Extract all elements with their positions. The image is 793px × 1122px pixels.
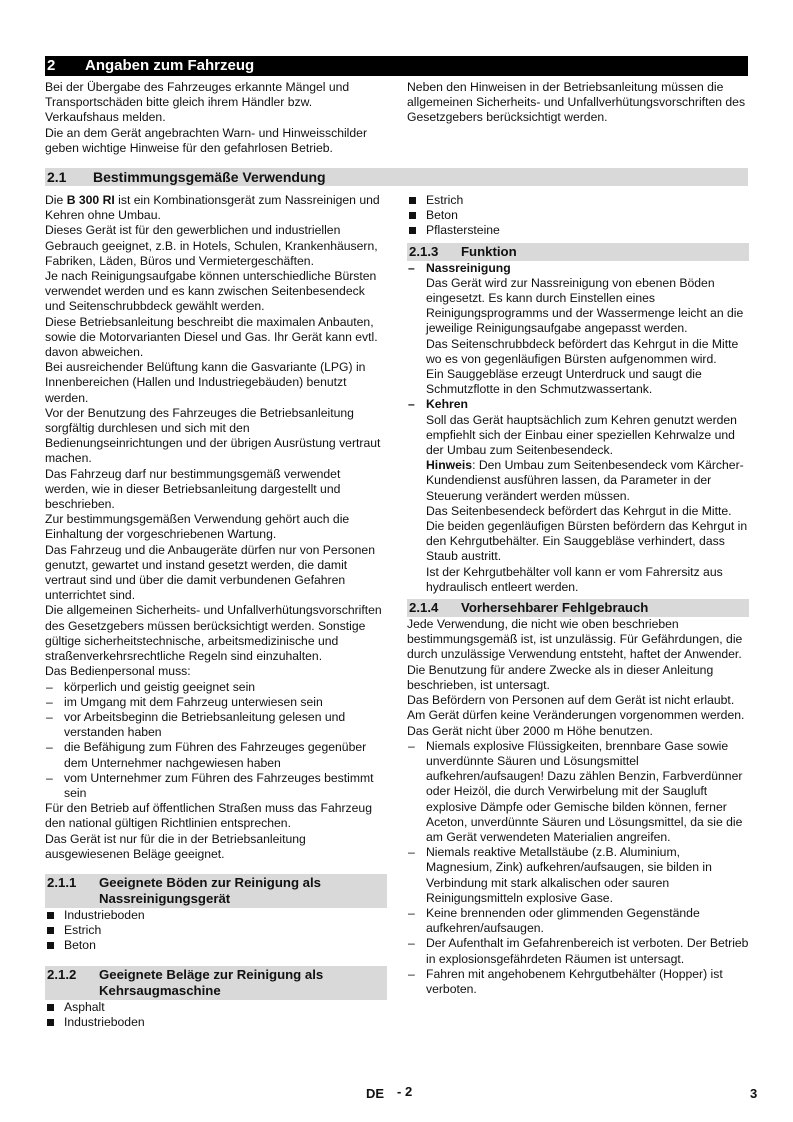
misuse-list — [407, 739, 749, 997]
list-item: – Keine brennenden oder glimmenden Gegenstände aufkehren/aufsaugen. — [407, 906, 749, 936]
list-item: – die Befähigung zum Führen des Fahrzeuges gegenüber dem Unternehmer nachgewiesen haben — [45, 740, 387, 770]
list-item: – Fahren mit angehobenem Kehrgutbehälter (Hopper) ist verboten. — [407, 967, 749, 997]
paragraph: Die allgemeinen Sicherheits- und Unfallverhütungsvorschriften des Gesetzgebers müssen berücksichtigt werden. Sonstige gültige sicherheitstechnische, arbeitsmedizinische und straßenverkehrsrechtliche Regeln sind einzuhalten. — [45, 603, 382, 664]
paragraph: Das Seitenschrubbdeck befördert das Kehrgut in die Mitte wo es von gegenläufigen Bürsten aufgenommen wird. — [426, 336, 739, 366]
surface-types-list — [45, 1000, 387, 1030]
section-2-1-4-title: Vorhersehbarer Fehlgebrauch — [461, 600, 649, 616]
paragraph: Ein Sauggebläse erzeugt Unterdruck und saugt die Schmutzflotte in den Schmutzwassertank. — [426, 367, 702, 397]
paragraph: Das Befördern von Personen auf dem Gerät ist nicht erlaubt. — [407, 693, 735, 708]
section-2-1-title: Bestimmungsgemäße Verwendung — [93, 169, 326, 185]
section-2-number: 2 — [47, 57, 56, 74]
paragraph: Dieses Gerät ist für den gewerblichen und industriellen Gebrauch geeignet, z.B. in Hotels, Schulen, Krankenhäusern, Fabriken, Läden, Büros und Vermietergeschäften. — [45, 223, 378, 268]
section-2-1-1-title: Geeignete Böden zur Reinigung als Nassreinigungsgerät — [99, 874, 322, 906]
paragraph: Vor der Benutzung des Fahrzeuges die Betriebsanleitung sorgfältig durchlesen und sich mit den Bedienungseinrichtungen und der übrigen Ausrüstung vertraut machen. — [45, 405, 381, 466]
list-item: – im Umgang mit dem Fahrzeug unterwiesen sein — [45, 695, 387, 710]
left-column — [45, 193, 387, 1030]
list-item: Pflastersteine — [407, 223, 749, 238]
section-2-1-3-title: Funktion — [461, 243, 517, 259]
paragraph: Ist der Kehrgutbehälter voll kann er vom Fahrersitz aus hydraulisch entleert werden. — [426, 564, 723, 594]
paragraph: Das Fahrzeug darf nur bestimmungsgemäß verwendet werden, wie in dieser Betriebsanleitung dargestellt und beschrieben. — [45, 466, 341, 512]
paragraph: Jede Verwendung, die nicht wie oben beschrieben bestimmungsgemäß ist, ist unzulässig. Für Gefährdungen, die durch unzulässige Verwendung entsteht, haftet der Anwender. — [407, 617, 743, 662]
section-2-left-text — [45, 80, 385, 156]
section-2-1-2-heading — [45, 966, 387, 1000]
section-2-heading — [45, 56, 748, 76]
right-column — [407, 193, 749, 997]
surface-types-list-continued — [407, 193, 749, 239]
hinweis-note: Hinweis: Den Umbau zum Seitenbesendeck vom Kärcher-Kundendienst ausführen lassen, da Parameter in der Steuerung verändert werden müssen. — [426, 458, 744, 503]
paragraph: Das Gerät nicht über 2000 m Höhe benutzen. — [407, 723, 653, 738]
section-2-1-2-title: Geeignete Beläge zur Reinigung als Kehrsaugmaschine — [99, 966, 324, 998]
paragraph: Am Gerät dürfen keine Veränderungen vorgenommen werden. — [407, 708, 745, 723]
list-item: Estrich — [45, 923, 387, 938]
paragraph: Soll das Gerät hauptsächlich zum Kehren genutzt werden empfiehlt sich der Einbau einer speziellen Kehrwalze und der Umbau zum Seitenbesendeck. — [426, 412, 737, 458]
list-item: Industrieboden — [45, 908, 387, 923]
section-2-1-3-number: 2.1.3 — [409, 243, 439, 259]
section-2-1-4-number: 2.1.4 — [409, 600, 439, 616]
paragraph: Das Bedienpersonal muss: — [45, 664, 191, 679]
kehren-heading: – Kehren — [407, 397, 749, 412]
list-item: – körperlich und geistig geeignet sein — [45, 680, 387, 695]
paragraph: Diese Betriebsanleitung beschreibt die maximalen Anbauten, sowie die Motorvarianten Diesel und Gas. Ihr Gerät kann evtl. davon abweichen. — [45, 314, 378, 360]
section-2-right-text — [407, 80, 747, 126]
section-2-title: Angaben zum Fahrzeug — [85, 57, 255, 74]
paragraph: Je nach Reinigungsaufgabe können unterschiedliche Bürsten verwendet werden und es kann zwischen Seitenbesendeck und Seitenschrubbdeck gewählt werden. — [45, 269, 377, 314]
personal-requirements-list — [45, 680, 387, 802]
paragraph: Neben den Hinweisen in der Betriebsanleitung müssen die allgemeinen Sicherheits- und Unfallverhütungsvorschriften des Gesetzgebers berücksichtigt werden. — [407, 80, 746, 125]
list-item: Asphalt — [45, 1000, 387, 1015]
paragraph: Die Benutzung für andere Zwecke als in dieser Anleitung beschrieben, ist untersagt. — [407, 662, 714, 692]
list-item: – Niemals reaktive Metallstäube (z.B. Aluminium, Magnesium, Zink) aufkehren/aufsaugen, sie bilden in Verbindung mit stark alkalischen oder sauren Reinigungsmitteln explosive Gase. — [407, 845, 749, 906]
section-2-1-3-heading — [407, 243, 749, 261]
list-item: – vor Arbeitsbeginn die Betriebsanleitung gelesen und verstanden haben — [45, 710, 387, 740]
list-item: – vom Unternehmer zum Führen des Fahrzeuges bestimmt sein — [45, 771, 387, 801]
footer-page-code: - 2 — [397, 1084, 413, 1099]
section-2-1-4-heading — [407, 599, 749, 617]
list-item: Beton — [45, 938, 387, 953]
paragraph: Das Gerät ist nur für die in der Betriebsanleitung ausgewiesenen Beläge geeignet. — [45, 831, 306, 861]
nassreinigung-heading: – Nassreinigung — [407, 261, 749, 276]
section-2-1-heading — [45, 168, 748, 186]
section-2-1-1-number: 2.1.1 — [47, 874, 77, 890]
hinweis-label: Hinweis — [426, 458, 473, 473]
paragraph: Die an dem Gerät angebrachten Warn- und Hinweisschilder geben wichtige Hinweise für den gefahrlosen Betrieb. — [45, 125, 367, 155]
list-item: – Niemals explosive Flüssigkeiten, brennbare Gase sowie unverdünnte Säuren und Lösungsmittel aufkehren/aufsaugen! Dazu zählen Benzin, Farbverdünner oder Heizöl, die durch Verwirbelung mit der Saugluft explosive Dämpfe oder Gemische bilden können, ferner Aceton, unverdünnte Säuren und Lösungsmittel, da sie die am Gerät verwendeten Materialien angreifen. — [407, 739, 749, 845]
paragraph: Für den Betrieb auf öffentlichen Straßen muss das Fahrzeug den national gültigen Richtlinien entsprechen. — [45, 801, 372, 831]
list-item: Estrich — [407, 193, 749, 208]
paragraph: Das Seitenbesendeck befördert das Kehrgut in die Mitte. Die beiden gegenläufigen Bürsten befördern das Kehrgut in den Kehrgutbehälter. Ein Sauggebläse verhindert, dass Staub austritt. — [426, 503, 748, 564]
model-name: B 300 RI — [66, 193, 115, 207]
paragraph: Das Fahrzeug und die Anbaugeräte dürfen nur von Personen genutzt, gewartet und instand gesetzt werden, die damit vertraut sind und über die damit verbundenen Gefahren unterrichtet sind. — [45, 542, 375, 603]
list-item: – Der Aufenthalt im Gefahrenbereich ist verboten. Der Betrieb in explosionsgefährdeten Räumen ist untersagt. — [407, 936, 749, 966]
footer-language: DE — [366, 1086, 385, 1101]
section-2-1-number: 2.1 — [47, 169, 67, 185]
section-2-1-2-number: 2.1.2 — [47, 966, 77, 982]
paragraph: Bei ausreichender Belüftung kann die Gasvariante (LPG) in Innenbereichen (Hallen und Industriegebäuden) benutzt werden. — [45, 360, 366, 405]
section-2-1-1-heading — [45, 874, 387, 908]
floor-types-list — [45, 908, 387, 954]
paragraph: Das Gerät wird zur Nassreinigung von ebenen Böden eingesetzt. Es kann durch Einstellen eines Reinigungsprogramms und der Wassermenge leicht an die jeweilige Reinigungsaufgabe angepasst werden. — [426, 275, 744, 336]
list-item: Beton — [407, 208, 749, 223]
list-item: Industrieboden — [45, 1015, 387, 1030]
footer-page-number: 3 — [750, 1086, 758, 1101]
intro-paragraph: Die B 300 RI ist ein Kombinationsgerät zum Nassreinigen und Kehren ohne Umbau. — [45, 193, 380, 223]
paragraph: Zur bestimmungsgemäßen Verwendung gehört auch die Einhaltung der vorgeschriebenen Wartung. — [45, 512, 350, 542]
paragraph: Bei der Übergabe des Fahrzeuges erkannte Mängel und Transportschäden bitte gleich ihrem Händler bzw. Verkaufshaus melden. — [45, 80, 350, 125]
